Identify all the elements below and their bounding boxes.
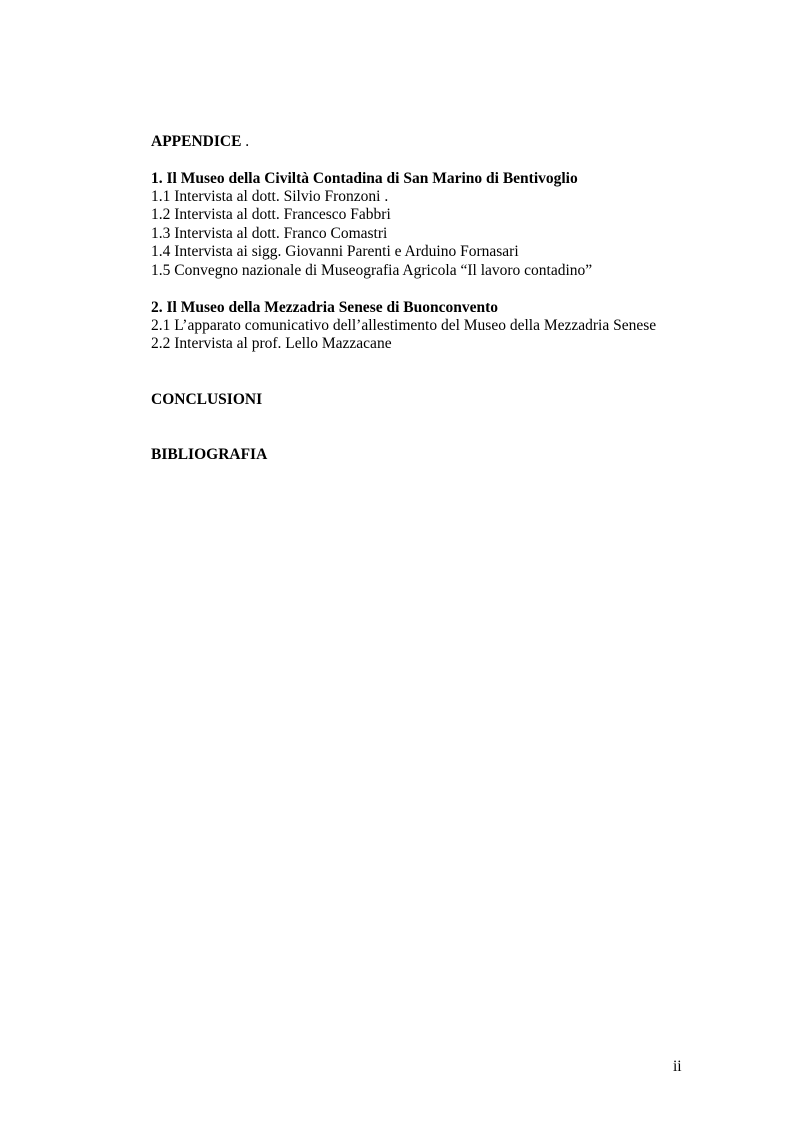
toc-item: 1.5 Convegno nazionale di Museografia Agricola “Il lavoro contadino” [151, 262, 593, 279]
page-number: ii [673, 1058, 682, 1075]
section1-heading: 1. Il Museo della Civiltà Contadina di San Marino di Bentivoglio [151, 170, 578, 187]
toc-item: 1.3 Intervista al dott. Franco Comastri [151, 225, 388, 242]
toc-item: 1.4 Intervista ai sigg. Giovanni Parenti e Arduino Fornasari [151, 243, 519, 260]
conclusions-heading: CONCLUSIONI [151, 391, 263, 408]
appendix-heading: APPENDICE [151, 133, 242, 150]
toc-item: 1.1 Intervista al dott. Silvio Fronzoni . [151, 188, 389, 205]
appendix-heading-suffix: . [241, 133, 250, 150]
appendix-heading-line [151, 133, 249, 151]
toc-item: 2.1 L’apparato comunicativo dell’allestimento del Museo della Mezzadria Senese [151, 317, 657, 334]
section2-heading: 2. Il Museo della Mezzadria Senese di Buonconvento [151, 299, 499, 316]
bibliography-heading: BIBLIOGRAFIA [151, 446, 268, 463]
toc-item: 1.2 Intervista al dott. Francesco Fabbri [151, 206, 391, 223]
toc-item: 2.2 Intervista al prof. Lello Mazzacane [151, 335, 392, 352]
